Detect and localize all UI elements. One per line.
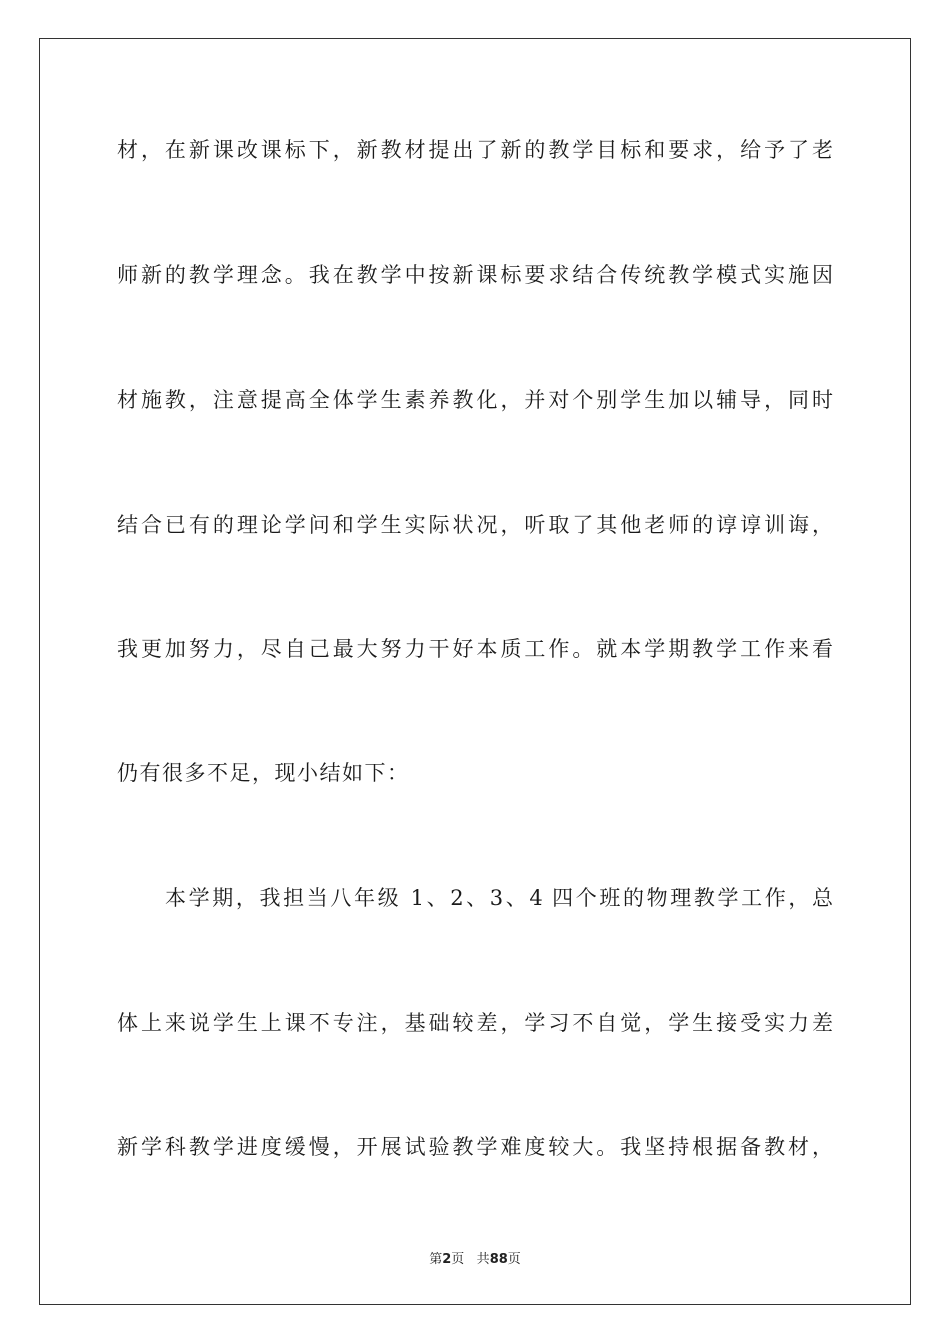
- text-line-2: 师新的教学理念。我在教学中按新课标要求结合传统教学模式实施因: [117, 263, 833, 287]
- page-border: [39, 38, 911, 1305]
- text-line-9: 新学科教学进度缓慢，开展试验教学难度较大。我坚持根据备教材，: [117, 1135, 833, 1159]
- page-footer: [0, 1248, 950, 1267]
- text-line-1: 材，在新课改课标下，新教材提出了新的教学目标和要求，给予了老: [117, 138, 833, 162]
- text-line-5: 我更加努力，尽自己最大努力干好本质工作。就本学期教学工作来看: [117, 637, 833, 661]
- text-line-8: 体上来说学生上课不专注，基础较差，学习不自觉，学生接受实力差: [117, 1011, 833, 1035]
- text-line-4: 结合已有的理论学问和学生实际状况，听取了其他老师的谆谆训诲，: [117, 513, 833, 537]
- page-number: 2: [442, 1252, 452, 1267]
- page-prefix: 第: [429, 1252, 443, 1267]
- text-line-3: 材施教，注意提高全体学生素养教化，并对个别学生加以辅导，同时: [117, 388, 833, 412]
- total-suffix: 页: [507, 1252, 521, 1267]
- text-line-7: 本学期，我担当八年级 1、2、3、4 四个班的物理教学工作，总: [165, 886, 833, 910]
- total-pages: 88: [489, 1252, 508, 1267]
- text-line-6: 仍有很多不足，现小结如下：: [117, 761, 410, 785]
- page-suffix: 页: [451, 1252, 465, 1267]
- total-prefix: 共: [476, 1252, 490, 1267]
